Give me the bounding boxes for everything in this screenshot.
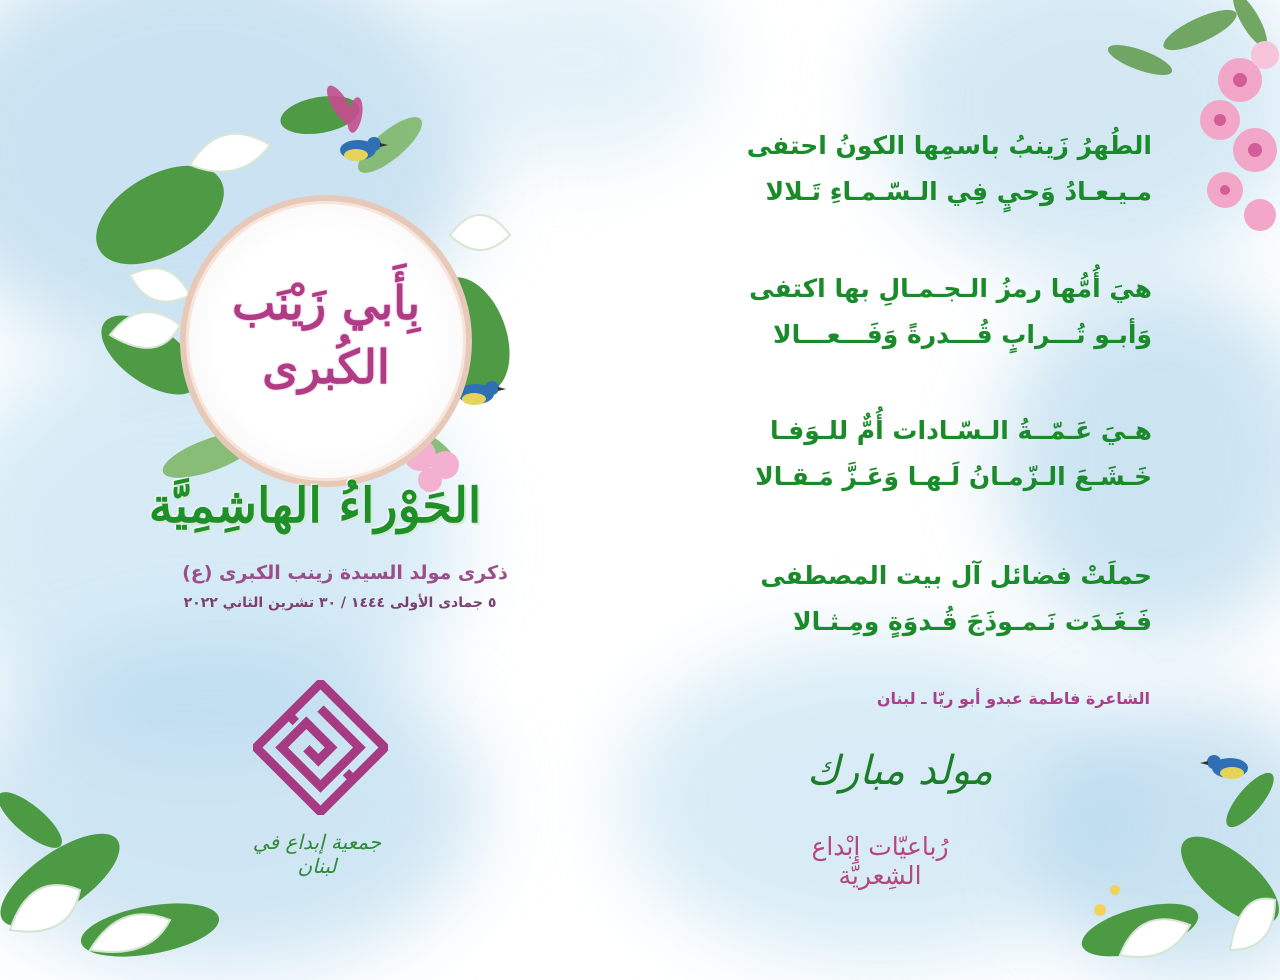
poem-stanza [732,266,1152,358]
medallion-calligraphy: بِأَبي زَيْنَب الكُبرى [231,276,421,394]
calla-lily-icon [1080,760,1280,959]
poem-line: مـيـعـادُ وَحيٍ فِي الـسّـمـاءِ تَـلالا [765,177,1152,206]
poem-line: هيَ أُمُّها رمزُ الـجـمـالِ بها اكتفى [749,274,1152,303]
greeting-calligraphy: مولد مبارك [807,748,993,794]
calla-lily-icon [0,780,220,959]
calligraphy-medallion [180,195,472,487]
poem-line: الطُهرُ زَينبُ باسمِها الكونُ احتفى [746,131,1152,160]
poem-line: وَأبـو تُـــرابٍ قُـــدرةً وَفَـــعـــالا [773,320,1152,349]
poem-line: هـيَ عَـمّــةُ الـسّـادات أُمٌّ للـوَفـا [769,416,1152,445]
bird-icon [330,128,390,168]
collection-title: رُباعيّات إبْداع الشِعريَّة [811,832,949,890]
date-line: ٥ جمادى الأولى ١٤٤٤ / ٣٠ تشرين الثاني ٢٠٢٢ [183,595,497,611]
poem-stanza [732,123,1152,215]
poem-line: خَـشَـعَ الـزّمـانُ لَـهـا وَعَـزَّ مَـقـالا [755,462,1152,491]
poem-line: فَـغَـدَت نَـمـوذَجَ قُـدوَةٍ ومِـثـالا [793,607,1152,636]
poem-stanza [732,408,1152,500]
kufic-square-logo [253,680,388,815]
card-title: الحَوْراءُ الهاشِمِيَّة [148,478,482,534]
poem-line: حملَتْ فضائل آل بيت المصطفى [760,561,1152,590]
poet-credit: الشاعرة فاطمة عبدو أبو ريّا ـ لبنان [876,689,1150,708]
card-subtitle: ذكرى مولد السيدة زينب الكبرى (ع) [182,562,508,584]
poem-stanza [732,553,1152,645]
association-name: جمعية إبداع في لبنان [252,830,382,878]
